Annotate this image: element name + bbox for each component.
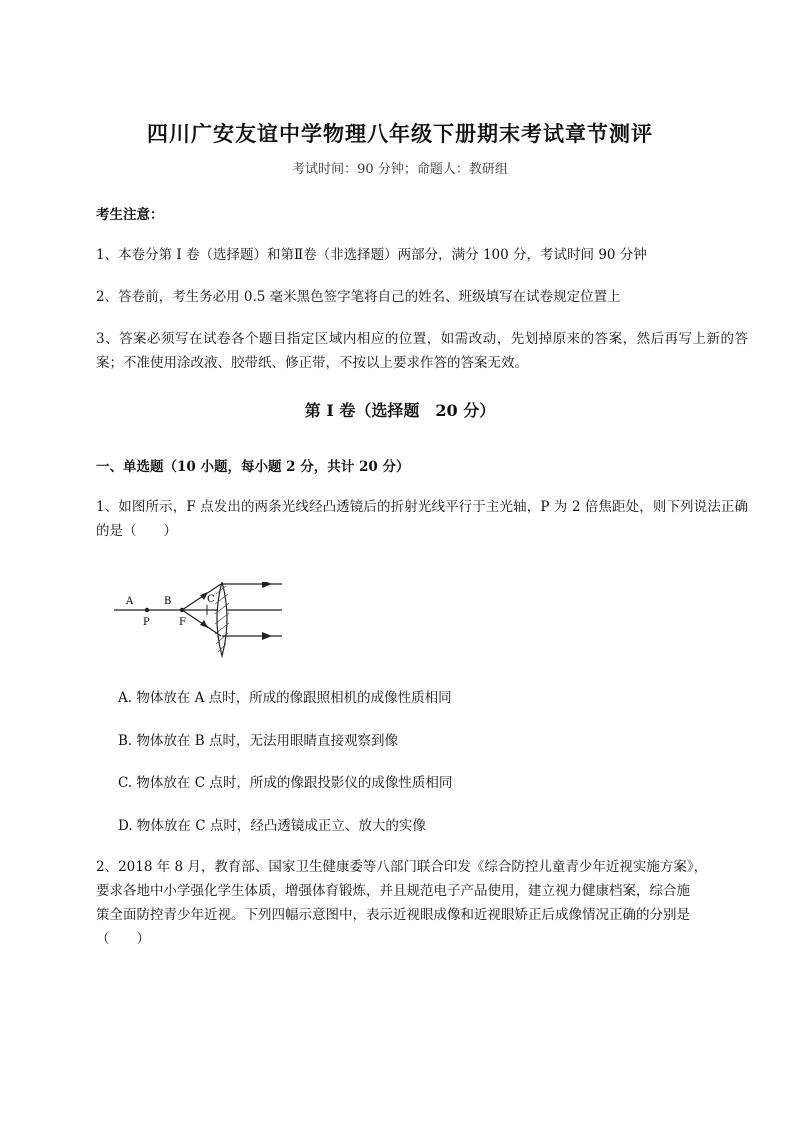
- part-heading: 一、单选题（10 小题，每小题 2 分，共计 20 分）: [96, 459, 410, 475]
- question-2-line-3: 策全面防控青少年近视。下列四幅示意图中，表示近视眼成像和近视眼矫正后成像情况正确的分别是: [96, 907, 690, 923]
- notes-heading: 考生注意：: [96, 207, 164, 223]
- question-2-line-2: 要求各地中小学强化学生体质，增强体育锻炼，并且规范电子产品使用，建立视力健康档案，综合施: [96, 883, 690, 899]
- point-p-dot: [145, 608, 149, 612]
- label-a: A: [126, 596, 134, 607]
- section-title: 第 I 卷（选择题 20 分）: [304, 401, 496, 420]
- note-item-2: 2、答卷前，考生务必用 0.5 毫米黑色签字笔将自己的姓名、班级填写在试卷规定位置上: [96, 289, 621, 305]
- note-item-3: 3、答案必须写在试卷各个题目指定区域内相应的位置，如需改动，先划掉原来的答案，然后再写上新的答案；不准使用涂改液、胶带纸、修正带，不按以上要求作答的答案无效。: [96, 331, 748, 371]
- question-2-line-4: （ ）: [96, 931, 150, 947]
- label-c: C: [207, 594, 215, 605]
- label-p: P: [143, 617, 150, 628]
- note-item-1: 1、本卷分第 I 卷（选择题）和第Ⅱ卷（非选择题）两部分，满分 100 分，考试时间 90 分钟: [96, 247, 647, 263]
- label-f: F: [179, 617, 186, 628]
- question-2-line-1: 2、2018 年 8 月，教育部、国家卫生健康委等八部门联合印发《综合防控儿童青少年近视实施方案》，: [96, 859, 708, 875]
- point-f-dot: [180, 608, 184, 612]
- question-1-stem: 1、如图所示，F 点发出的两条光线经凸透镜后的折射光线平行于主光轴，P 为 2 倍焦距处，则下列说法正确的是（ ）: [96, 499, 748, 539]
- lens-ray-diagram: [112, 582, 288, 658]
- label-b: B: [164, 596, 172, 607]
- option-a: A. 物体放在 A 点时，所成的像跟照相机的成像性质相同: [118, 690, 452, 706]
- exam-subtitle: 考试时间：90 分钟；命题人：教研组: [292, 162, 508, 177]
- option-c: C. 物体放在 C 点时，所成的像跟投影仪的成像性质相同: [118, 775, 453, 791]
- option-b: B. 物体放在 B 点时，无法用眼睛直接观察到像: [118, 733, 399, 749]
- exam-title: 四川广安友谊中学物理八年级下册期末考试章节测评: [147, 121, 653, 146]
- option-d: D. 物体放在 C 点时，经凸透镜成正立、放大的实像: [118, 818, 426, 834]
